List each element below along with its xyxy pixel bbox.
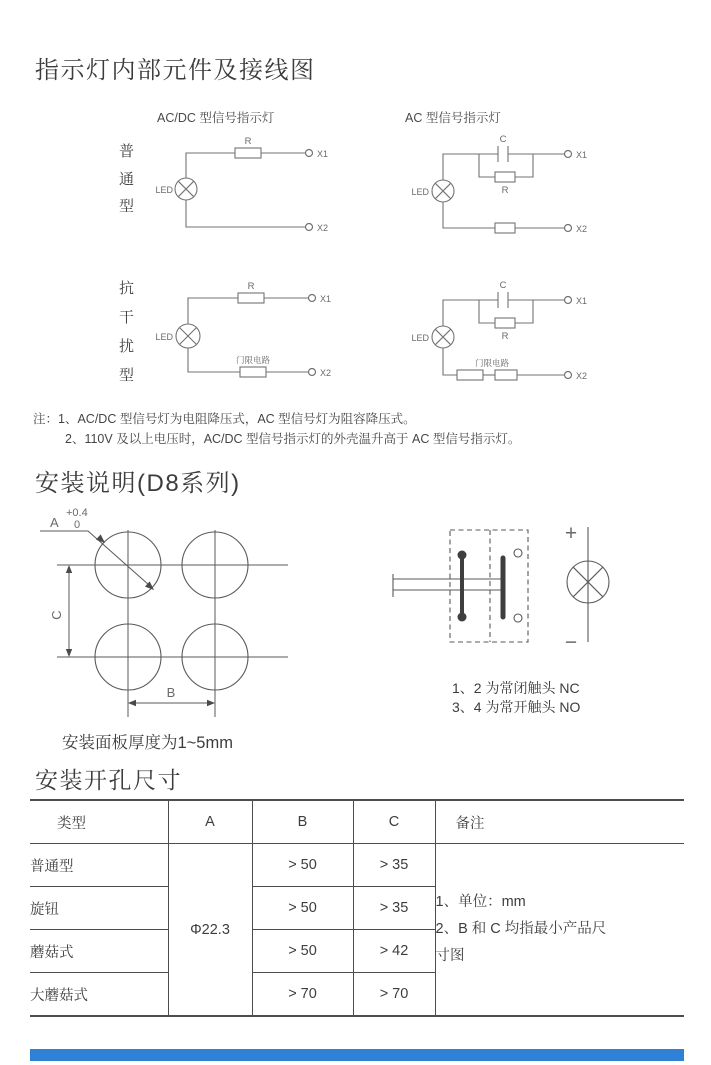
contact-legend [452,679,580,717]
terminal-circle [565,225,572,232]
terminal-x2-label: X2 [576,371,588,381]
contact-block-drawing [385,515,620,660]
resistor-symbol [238,293,264,303]
wiring-notes [33,410,520,449]
header-remark: 备注 [435,800,684,844]
table-row [30,844,684,887]
header-c: C [353,800,435,844]
wire [443,300,498,326]
wire [188,298,238,324]
capacitor-symbol [498,292,508,308]
terminal-circle [565,151,572,158]
cell-b: > 50 [252,887,353,930]
row-label-ordinary-type: 普通型 [118,143,134,215]
install-section-title: 安装说明(D8系列) [35,470,241,497]
cell-type: 蘑菇式 [30,930,168,973]
threshold-circuit-label: 门限电路 [474,358,510,368]
lamp-cross [435,329,451,345]
cell-remark-merged [435,844,684,1017]
terminal-x2-label: X2 [320,368,332,378]
capacitor-label: C [499,280,507,291]
polarity-plus: + [564,522,578,545]
leader-arrow [96,534,107,545]
contact-no-note: 3、4 为常开触头 NO [452,699,581,715]
dim-label-c: C [49,610,64,620]
actuator-shaft [393,574,503,597]
cell-a-merged: Φ22.3 [168,844,252,1017]
footer-accent-bar [30,1049,684,1061]
circuit-ordinary-ac [395,130,610,245]
page-title: 指示灯内部元件及接线图 [35,57,316,84]
remark-line-1: 1、单位：mm [435,894,526,910]
threshold-circuit-label: 门限电路 [235,355,271,365]
holes-section-title: 安装开孔尺寸 [35,767,182,793]
dim-arrow [207,700,215,706]
resistor-symbol [495,172,515,182]
lamp-cross [435,183,451,199]
capacitor-symbol [498,146,508,162]
hole-pattern-drawing [30,500,315,735]
column-header-ac: AC 型信号指示灯 [405,111,501,125]
table-header-row [30,800,684,844]
wire [186,200,305,227]
leader-line [40,531,149,585]
terminal-x1-label: X1 [320,294,332,304]
circuit-anti-ac [395,275,610,395]
resistor-symbol [495,318,515,328]
dim-label-b: B [166,685,176,700]
resistor-symbol [235,148,261,158]
cell-b: > 50 [252,930,353,973]
header-b: B [252,800,353,844]
panel-thickness-note: 安装面板厚度为1~5mm [62,734,233,752]
terminal-x1-label: X1 [576,150,588,160]
circuit-ordinary-acdc [140,130,350,245]
remark-line-2: 2、B 和 C 均指最小产品尺寸图 [435,921,607,964]
column-header-acdc: AC/DC 型信号指示灯 [157,111,275,125]
contact-terminal-circle [514,614,522,622]
tolerance-lower: 0 [74,519,81,531]
polarity-minus: − [564,631,578,654]
contact-end-dot [458,551,467,560]
resistor-label: R [247,281,255,292]
cell-type: 旋钮 [30,887,168,930]
terminal-circle [306,150,313,157]
led-label: LED [155,332,173,342]
remark-text [436,889,621,970]
terminal-circle [309,369,316,376]
dim-label-a: A [50,515,59,530]
threshold-circuit-box [457,370,483,380]
wire [186,153,235,178]
wire [443,202,495,228]
contact-nc-note: 1、2 为常闭触头 NC [452,680,580,696]
resistor-label: R [501,185,509,196]
threshold-circuit-box [495,370,517,380]
cell-b: > 50 [252,844,353,887]
cell-c: > 35 [353,844,435,887]
threshold-circuit-box [240,367,266,377]
terminal-x1-label: X1 [317,149,329,159]
cell-b: > 70 [252,973,353,1017]
cell-c: > 42 [353,930,435,973]
tolerance-upper: +0.4 [66,507,88,519]
terminal-circle [565,297,572,304]
resistor-label: R [244,136,252,147]
led-label: LED [155,185,173,195]
dim-arrow [66,649,72,657]
contact-terminal-circle [514,549,522,557]
dim-arrow [66,565,72,573]
header-type: 类型 [30,800,168,844]
hole-size-table [30,799,684,1017]
capacitor-label: C [499,134,507,145]
note-line-1: 注：1、AC/DC 型信号灯为电阻降压式，AC 型信号灯为阻容降压式。 [33,412,416,426]
lamp-cross [180,328,197,345]
terminal-x2-label: X2 [576,224,588,234]
lamp-cross [178,181,194,197]
header-a: A [168,800,252,844]
resistor-label: R [501,331,509,342]
terminal-circle [565,372,572,379]
center-line-horizontal [57,565,288,657]
cell-c: > 35 [353,887,435,930]
row-label-anti-interference-type: 抗干扰型 [118,280,134,384]
circuit-anti-acdc [140,275,350,390]
dim-arrow [128,700,136,706]
terminal-x2-label: X2 [317,223,329,233]
led-label: LED [411,333,429,343]
terminal-circle [309,295,316,302]
terminal-circle [306,224,313,231]
resistor-symbol [495,223,515,233]
wire [443,154,498,180]
wire [443,348,457,375]
cell-c: > 70 [353,973,435,1017]
cell-type: 大蘑菇式 [30,973,168,1017]
contact-end-dot [458,613,467,622]
wire [188,348,240,372]
terminal-x1-label: X1 [576,296,588,306]
cell-type: 普通型 [30,844,168,887]
note-line-2: 2、110V 及以上电压时，AC/DC 型信号指示灯的外壳温升高于 AC 型信号指示灯。 [65,431,521,446]
led-label: LED [411,187,429,197]
